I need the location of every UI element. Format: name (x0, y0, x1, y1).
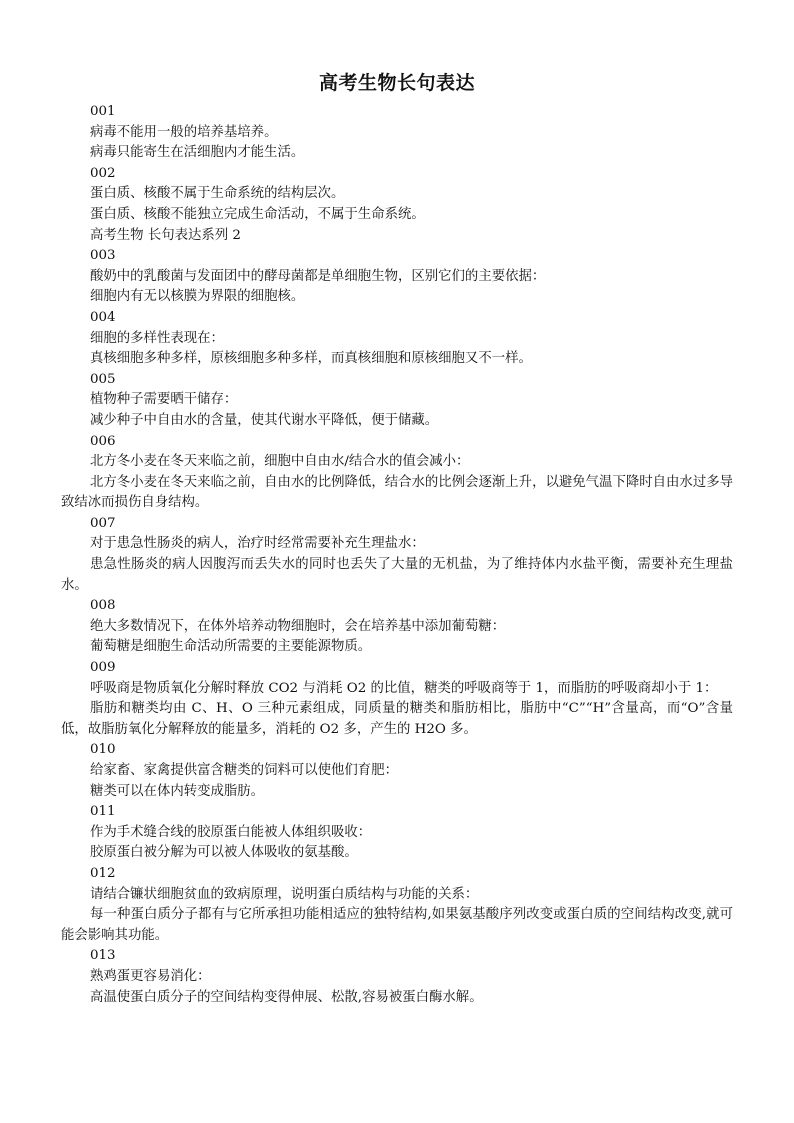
answer-text: 真核细胞多种多样，原核细胞多种多样，而真核细胞和原核细胞又不一样。 (90, 351, 532, 367)
answer-text: 胶原蛋白被分解为可以被人体吸收的氨基酸。 (90, 845, 358, 861)
answer-text: 高温使蛋白质分子的空间结构变得伸展、松散,容易被蛋白酶水解。 (90, 989, 483, 1005)
item-number: 004 (90, 309, 116, 325)
question-text: 熟鸡蛋更容易消化： (90, 968, 211, 984)
answer-text: 每一种蛋白质分子都有与它所承担功能相适应的独特结构,如果氨基酸序列改变或蛋白质的空间结构改变,就可能会影响其功能。 (61, 907, 733, 943)
item-number: 006 (90, 433, 116, 449)
question-text: 作为手术缝合线的胶原蛋白能被人体组织吸收： (90, 824, 372, 840)
answer-text: 北方冬小麦在冬天来临之前，自由水的比例降低，结合水的比例会逐渐上升，以避免气温下降时自由水过多导致结冰而损伤自身结构。 (61, 474, 733, 511)
answer-text: 患急性肠炎的病人因腹泻而丢失水的同时也丢失了大量的无机盐，为了维持体内水盐平衡，需要补充生理盐水。 (61, 557, 733, 593)
item-number: 005 (90, 371, 116, 387)
answer-text: 减少种子中自由水的含量，使其代谢水平降低，便于储藏。 (90, 412, 439, 428)
page-title: 高考生物长句表达 (318, 72, 475, 94)
answer-text: 葡萄糖是细胞生命活动所需要的主要能源物质。 (90, 639, 372, 655)
question-text: 给家畜、家禽提供富含糖类的饲料可以使他们育肥： (90, 763, 398, 778)
question-text: 请结合镰状细胞贫血的致病原理，说明蛋白质结构与功能的关系： (90, 886, 479, 902)
answer-text: 糖类可以在体内转变成脂肪。 (90, 783, 265, 799)
question-text: 呼吸商是物质氧化分解时释放 CO2 与消耗 O2 的比值，糖类的呼吸商等于 1，而脂肪的呼吸商却小于 1： (90, 680, 718, 696)
answer-text: 病毒只能寄生在活细胞内才能生活。 (90, 145, 305, 161)
item-number: 007 (90, 515, 116, 531)
item-number: 010 (90, 742, 116, 758)
question-text: 酸奶中的乳酸菌与发面团中的酵母菌都是单细胞生物，区别它们的主要依据： (90, 268, 546, 284)
item-number: 009 (90, 660, 116, 676)
item-number: 011 (90, 804, 116, 820)
item-number: 002 (90, 165, 116, 181)
question-text: 对于患急性肠炎的病人，治疗时经常需要补充生理盐水： (90, 536, 425, 552)
section-heading: 高考生物 长句表达系列 2 (90, 227, 241, 243)
question-text: 病毒不能用一般的培养基培养。 (90, 124, 278, 140)
question-text: 北方冬小麦在冬天来临之前，细胞中自由水/结合水的值会减小： (90, 454, 470, 470)
question-text: 绝大多数情况下，在体外培养动物细胞时，会在培养基中添加葡萄糖： (90, 618, 506, 634)
answer-text: 脂肪和糖类均由 C、H、O 三种元素组成，同质量的糖类和脂肪相比，脂肪中“C”“H”含量高，而“O”含量低，故脂肪氧化分解释放的能量多，消耗的 O2 多，产生的 H2O 多。 (61, 701, 733, 737)
answer-text: 蛋白质、核酸不能独立完成生命活动，不属于生命系统。 (90, 206, 425, 222)
item-number: 008 (90, 598, 116, 614)
document-body (61, 102, 733, 1008)
question-text: 细胞的多样性表现在： (90, 330, 224, 346)
item-number: 001 (90, 104, 116, 119)
item-number: 013 (90, 948, 116, 964)
answer-text: 细胞内有无以核膜为界限的细胞核。 (90, 289, 305, 305)
question-text: 植物种子需要晒干储存： (90, 392, 238, 408)
question-text: 蛋白质、核酸不属于生命系统的结构层次。 (90, 186, 345, 202)
item-number: 012 (90, 865, 116, 881)
item-number: 003 (90, 248, 116, 264)
